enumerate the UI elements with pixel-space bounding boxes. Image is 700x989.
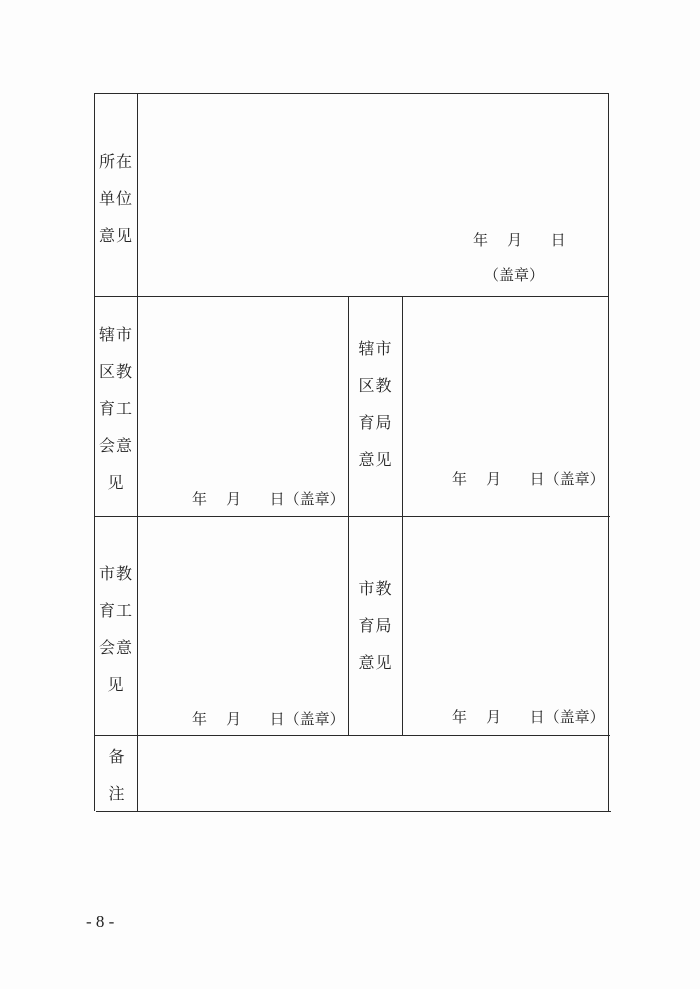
city-bureau-date-seal: 年 月 日（盖章） <box>452 708 605 726</box>
label-line: 市教 <box>358 579 393 598</box>
unit-opinion-seal: （盖章） <box>484 266 545 284</box>
label-line: 会意 <box>98 436 133 455</box>
label-line: 区教 <box>98 362 133 381</box>
label-line: 见 <box>107 675 125 694</box>
label-line: 育局 <box>358 616 393 635</box>
label-line: 辖市 <box>98 325 133 344</box>
label-line: 意见 <box>98 226 133 245</box>
label-line: 注 <box>108 784 126 803</box>
district-bureau-label <box>348 330 403 478</box>
table-border-right <box>608 93 609 811</box>
row-divider <box>95 735 610 736</box>
label-line: 意见 <box>358 653 393 672</box>
remarks-label <box>95 738 139 812</box>
city-bureau-label <box>348 570 403 681</box>
label-line: 市教 <box>98 564 133 583</box>
district-union-date-seal: 年 月 日（盖章） <box>192 490 345 508</box>
district-bureau-date-seal: 年 月 日（盖章） <box>452 470 605 488</box>
unit-opinion-date: 年 月 日 <box>473 231 566 249</box>
city-union-date-seal: 年 月 日（盖章） <box>192 710 345 728</box>
label-line: 育工 <box>98 601 133 620</box>
label-line: 意见 <box>358 450 393 469</box>
city-union-label <box>94 555 138 703</box>
table-border-bottom <box>96 811 611 812</box>
label-line: 育工 <box>98 399 133 418</box>
table-border-top <box>94 93 609 94</box>
unit-opinion-label <box>94 143 138 254</box>
label-line: 单位 <box>98 189 133 208</box>
page-number: - 8 - <box>86 912 115 931</box>
label-line: 见 <box>107 473 125 492</box>
label-line: 辖市 <box>358 339 393 358</box>
label-line: 备 <box>108 747 126 766</box>
district-union-label <box>94 316 138 501</box>
row-divider <box>94 516 610 517</box>
label-line: 育局 <box>358 413 393 432</box>
label-line: 所在 <box>98 152 133 171</box>
row-divider <box>94 296 609 297</box>
label-line: 会意 <box>98 638 133 657</box>
label-line: 区教 <box>358 376 393 395</box>
